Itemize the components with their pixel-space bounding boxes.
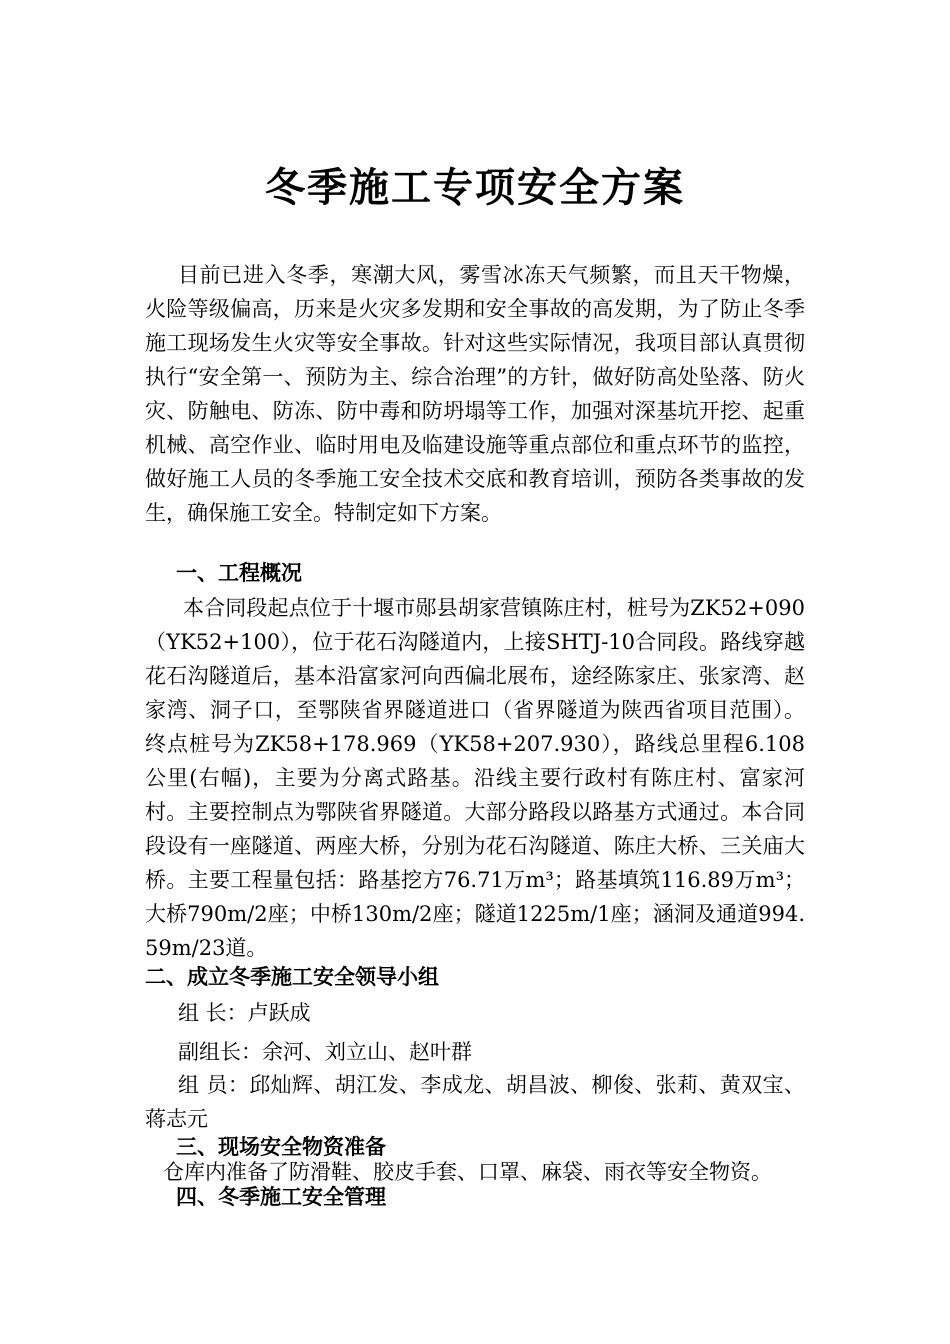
members-line: 组 员：邱灿辉、胡江发、李成龙、胡昌波、柳俊、张莉、黄双宝、蒋志元 <box>145 1073 805 1131</box>
leader-line: 组 长：卢跃成 <box>178 1001 311 1025</box>
supplies-paragraph: 仓库内准备了防滑鞋、胶皮手套、口罩、麻袋、雨衣等安全物资。 <box>163 1160 772 1184</box>
section-heading-overview: 一、工程概况 <box>176 561 302 585</box>
intro-paragraph: 目前已进入冬季，寒潮大风，雾雪冰冻天气频繁，而且天干物燥，火险等级偏高，历来是火灾多发期和安全事故的高发期，为了防止冬季施工现场发生火灾等安全事故。针对这些实际情况，我项目部认真贯彻执行“安全第一、预防为主、综合治理”的方针，做好防高处坠落、防火灾、防触电、防冻、防中毒和防坍塌等工作，加强对深基坑开挖、起重机械、高空作业、临时用电及临建设施等重点部位和重点环节的监控，做好施工人员的冬季施工安全技术交底和教育培训，预防各类事故的发生，确保施工安全。特制定如下方案。 <box>145 263 805 525</box>
document-title: 冬季施工专项安全方案 <box>265 164 685 211</box>
section-heading-leadership: 二、成立冬季施工安全领导小组 <box>145 965 439 989</box>
deputy-line: 副组长：余河、刘立山、赵叶群 <box>178 1040 472 1064</box>
section-heading-supplies: 三、现场安全物资准备 <box>176 1135 386 1159</box>
section-heading-management: 四、冬季施工安全管理 <box>176 1185 386 1209</box>
overview-paragraph: 本合同段起点位于十堰市郧县胡家营镇陈庄村，桩号为ZK52+090（YK52+100），位于花石沟隧道内，上接SHTJ-10合同段。路线穿越花石沟隧道后，基本沿富家河向西偏北展布，途经陈家庄、张家湾、赵家湾、洞子口，至鄂陕省界隧道进口（省界隧道为陕西省项目范围）。终点桩号为ZK58+178.969（YK58+207.930），路线总里程6.108公里(右幅)，主要为分离式路基。沿线主要行政村有陈庄村、富家河村。主要控制点为鄂陕省界隧道。大部分路段以路基方式通过。本合同段设有一座隧道、两座大桥，分别为花石沟隧道、陈庄大桥、三关庙大桥。主要工程量包括：路基挖方76.71万m³；路基填筑116.89万m³；大桥790m/2座；中桥130m/2座；隧道1225m/1座；涵洞及通道994.59m/23道。 <box>145 596 805 960</box>
